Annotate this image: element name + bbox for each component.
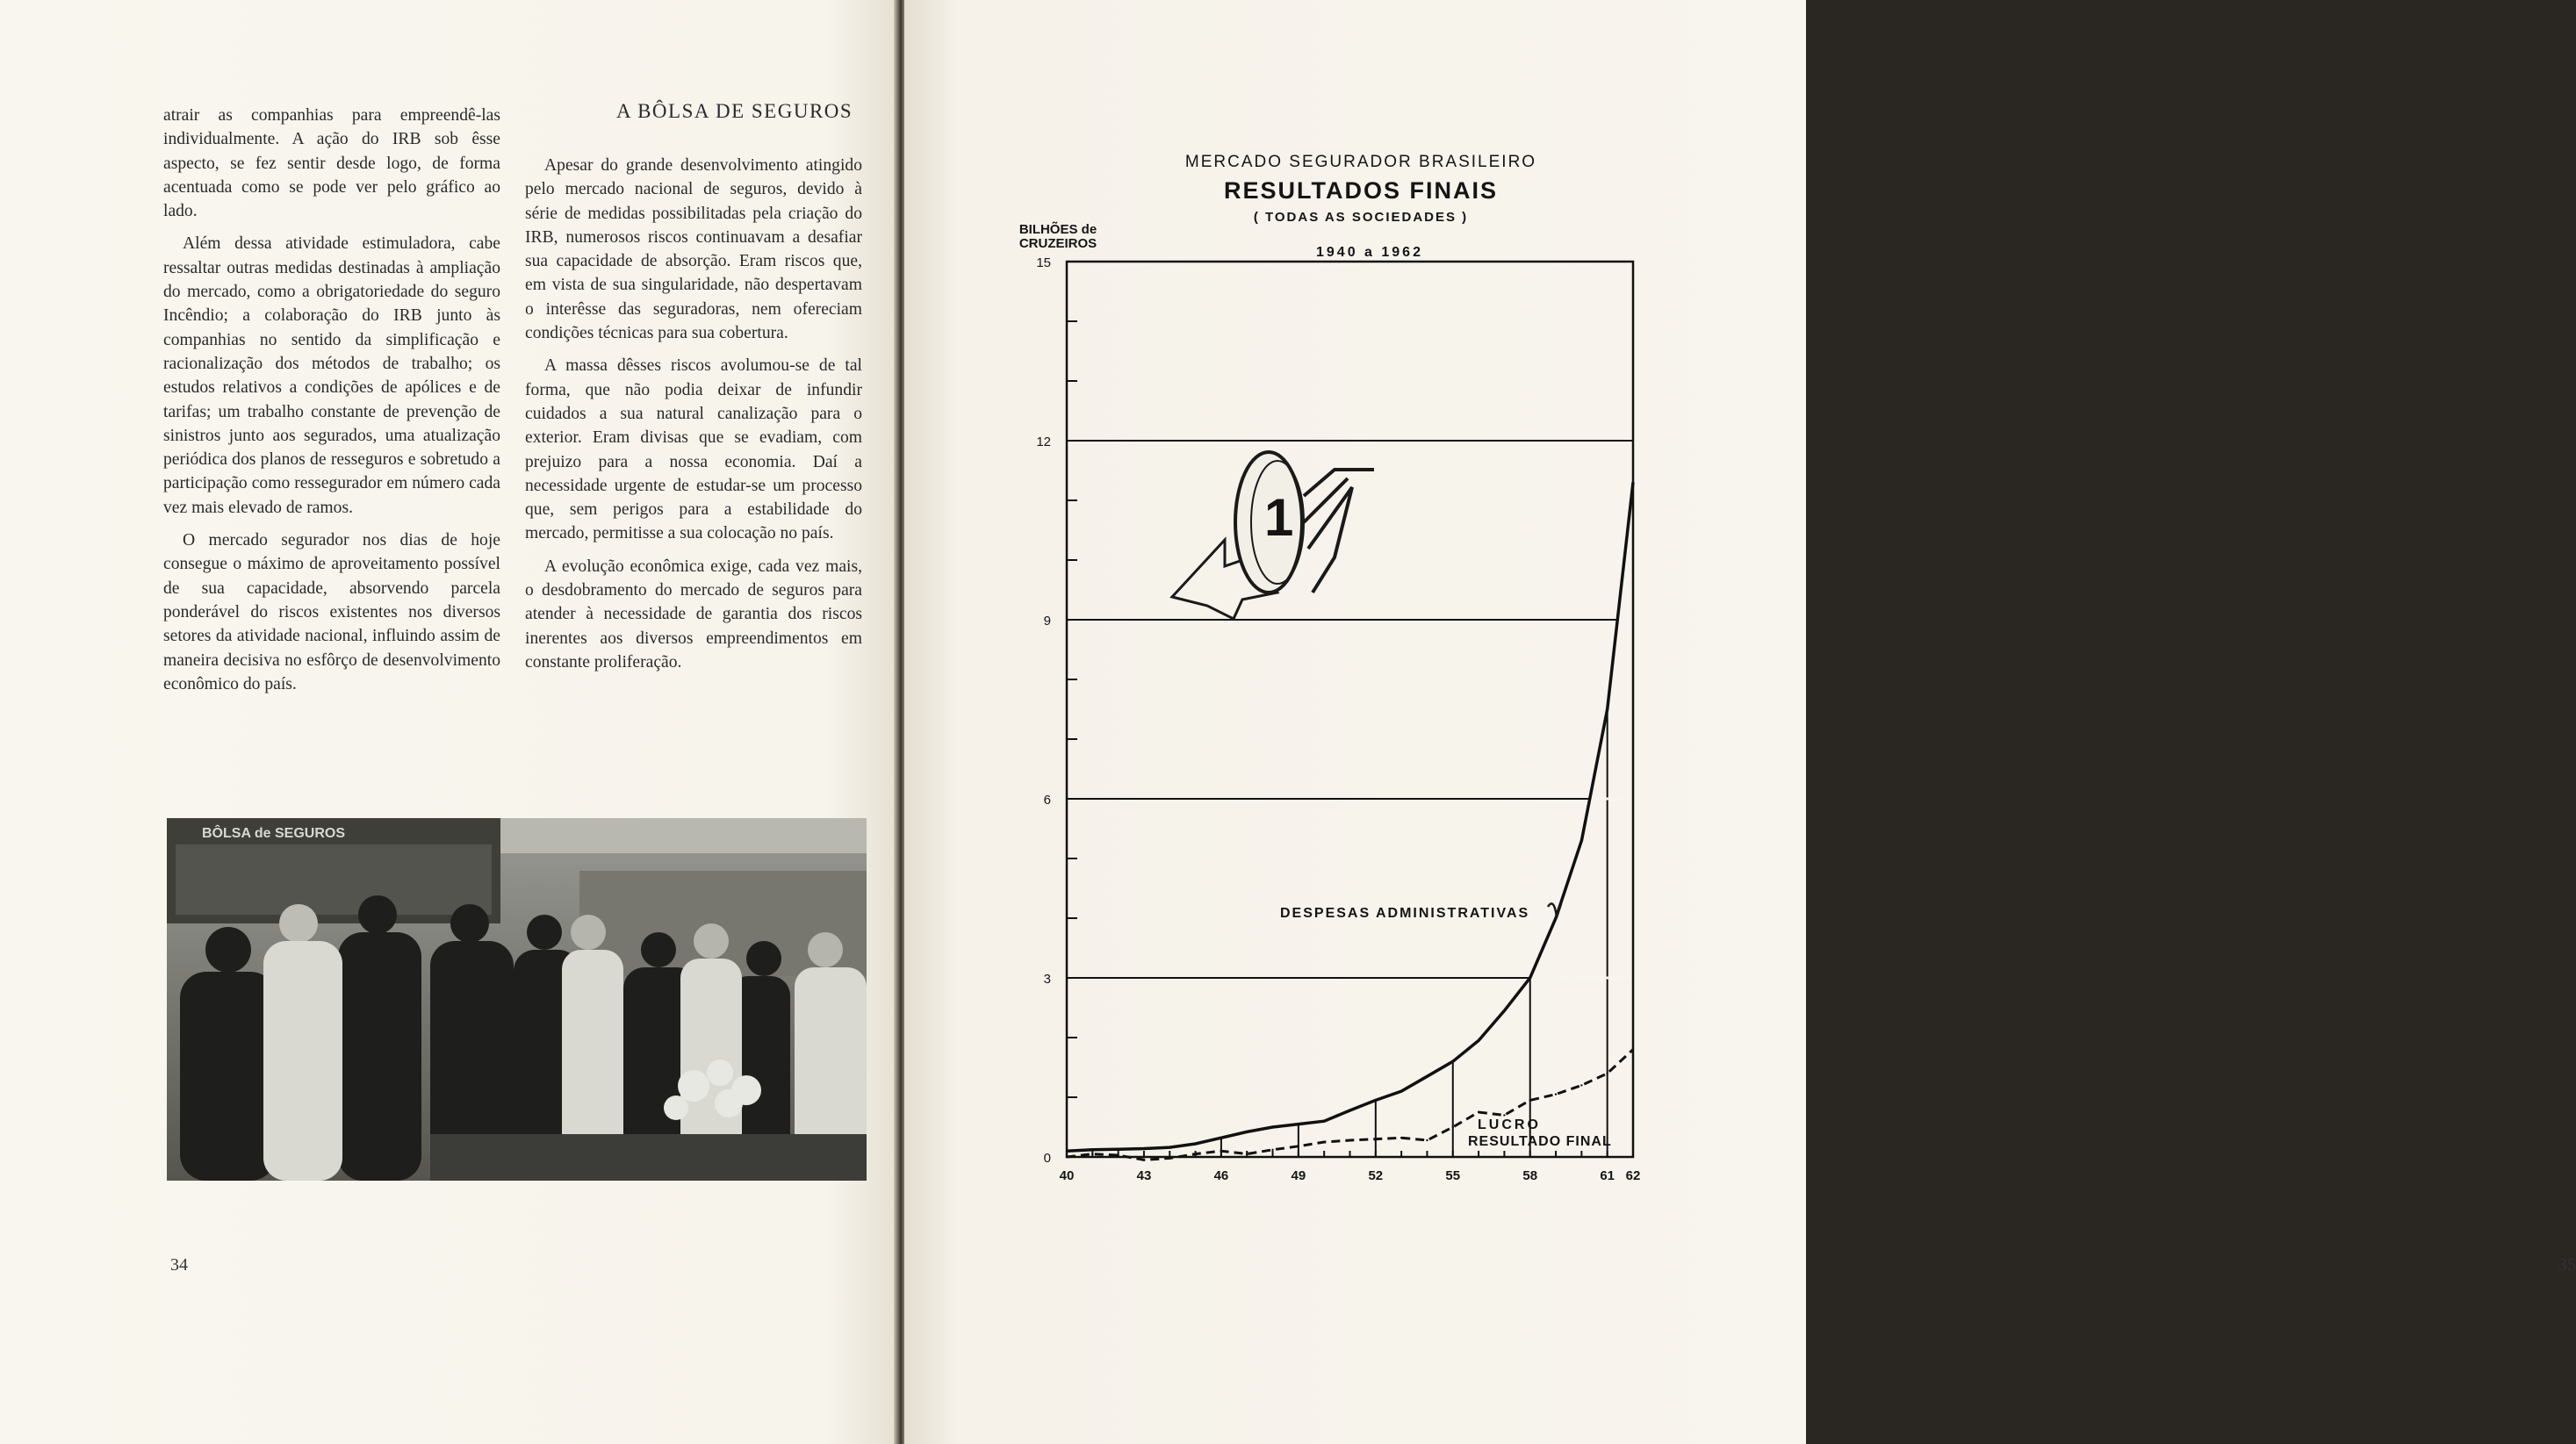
chart-title-line2: RESULTADOS FINAIS [1223,177,1499,204]
data-point [1400,1137,1402,1139]
page-number: 34 [170,1255,188,1275]
page-number: 35 [2558,1255,2576,1275]
data-point [1349,1110,1350,1111]
x-tick-label: 49 [1291,1168,1306,1183]
y-tick-label: 3 [1043,972,1051,987]
label-despesas: DESPESAS ADMINISTRATIVAS [1280,906,1530,921]
chart-title-line1: MERCADO SEGURADOR BRASILEIRO [1184,153,1537,171]
data-point [1066,1156,1068,1158]
data-point [1117,1154,1119,1156]
data-point [1606,708,1608,710]
y-tick-label: 0 [1043,1151,1051,1166]
data-point [1400,1090,1402,1092]
axes [1036,255,1640,1183]
x-tick-label: 43 [1136,1168,1152,1183]
photo-illustration [167,818,867,1181]
x-tick-label: 62 [1625,1168,1641,1183]
photo-sign: BÔLSA de SEGUROS [202,826,345,841]
data-point [1529,1099,1531,1101]
data-point [1375,1099,1377,1101]
data-point [1632,481,1634,483]
data-point [1375,1138,1377,1139]
data-point [1143,1147,1145,1149]
chart [966,140,1756,1194]
data-point [1298,1146,1299,1147]
data-point [1452,1060,1454,1062]
left-page [0,0,897,1444]
data-point [1169,1146,1170,1148]
label-lucro: LUCRO [1478,1117,1541,1132]
text-column-2 [525,154,862,683]
y-tick-label: 15 [1036,255,1051,270]
paragraph: Apesar do grande desenvolvimento atingido pelo mercado nacional de seguros, devido à série de medidas possibilitadas pela criação do IRB, numerosos riscos continuavam a desafiar sua capacidade de absorção. Eram riscos que, em vista de sua singularidade, não despertavam o interêsse das seguradoras, nem ofereciam condições técnicas para sua cobertura. [525,156,862,343]
x-tick-label: 52 [1368,1168,1384,1183]
label-resultado-final: RESULTADO FINAL [1468,1134,1612,1149]
data-point [1169,1157,1170,1159]
data-point [1117,1148,1119,1150]
data-point [1606,1073,1608,1074]
data-point [1091,1149,1093,1151]
x-tick-label: 61 [1600,1168,1615,1183]
grid [1067,441,1633,1157]
chart-subtitle: ( TODAS AS SOCIEDADES ) [1253,210,1469,225]
series-despesas-line [1067,483,1633,1152]
data-point [1503,1009,1505,1011]
data-point [1632,1048,1634,1050]
text-column-1 [163,104,500,705]
data-point [1066,1150,1068,1152]
x-tick-label: 46 [1213,1168,1229,1183]
y-axis-label-line2: CRUZEIROS [1018,236,1097,251]
y-axis-label-line1: BILHÕES de [1018,222,1097,237]
emblem-numeral: 1 [1264,488,1294,547]
paragraph: A evolução econômica exige, cada vez mais, o desdobramento do mercado de seguros para atender à necessidade de garantia dos riscos inerentes aos diversos empreendimentos em constante proliferação. [525,557,862,672]
data-point [1503,1114,1505,1116]
data-point [1478,1039,1479,1041]
data-point [1194,1143,1196,1145]
data-point [1555,1093,1557,1095]
data-point [1452,1126,1454,1128]
data-point [1246,1131,1248,1132]
photograph [167,818,867,1181]
data-point [1529,977,1531,979]
paragraph: O mercado segurador nos dias de hoje consegue o máximo de aproveitamento possível de sua capacidade, absorvendo parcela ponderável do riscos existentes nos diversos setores da atividade nacional, influindo assim de maneira decisiva no esfôrço de desenvolvimento econômico do país. [163,531,500,693]
data-point [1220,1150,1222,1152]
data-point [1580,839,1582,841]
data-point [1091,1153,1093,1154]
data-point [1246,1153,1248,1154]
data-point [1271,1126,1273,1128]
x-tick-label: 58 [1522,1168,1538,1183]
chart-period: 1940 a 1962 [1316,245,1423,260]
data-point [1323,1141,1325,1143]
paragraph: Além dessa atividade estimuladora, cabe ressaltar outras medidas destinadas à ampliação do mercado, como a obrigatoriedade do seguro Incêndio; a colaboração do IRB junto às companhias no sentido da simplificação e racionalização dos métodos de trabalho; os estudos relativos a condições de apólices e de tarifas; um trabalho constante de prevenção de sinistros junto aos segurados, uma atualização periódica dos planos de resseguros e sobretudo a participação como ressegurador em número cada vez mais elevado de ramos. [163,234,500,517]
y-tick-label: 9 [1043,614,1051,629]
data-point [1298,1123,1299,1124]
y-tick-label: 6 [1043,793,1051,808]
data-point [1220,1137,1222,1139]
plot-frame [1067,262,1633,1157]
paragraph: atrair as companhias para empreendê-las individualmente. A ação do IRB sob êsse aspecto, se fez sentir desde logo, de forma acentuada como se pode ver pelo gráfico ao lado. [163,106,500,221]
paragraph: A massa dêsses riscos avolumou-se de tal forma, que não podia deixar de infundir cuidados a sua natural canalização para o exterior. Eram divisas que se evadiam, com prejuizo para a nossa economia. Daí a necessidade urgente de estudar-se um processo que, sem perigos para a estabilidade do mercado, permitisse a sua colocação no país. [525,356,862,543]
running-head: A BÔLSA DE SEGUROS [616,100,853,122]
data-point [1349,1139,1350,1141]
data-point [1194,1153,1196,1154]
series [1066,481,1634,1160]
data-point [1580,1084,1582,1086]
data-point [1323,1120,1325,1122]
x-tick-label: 40 [1059,1168,1075,1183]
x-tick-label: 55 [1445,1168,1461,1183]
data-point [1271,1149,1273,1151]
data-point [1426,1075,1428,1077]
data-point [1478,1111,1479,1113]
y-tick-label: 12 [1036,435,1051,449]
data-point [1426,1139,1428,1141]
irb-emblem [1172,452,1374,619]
data-point [1143,1159,1145,1160]
